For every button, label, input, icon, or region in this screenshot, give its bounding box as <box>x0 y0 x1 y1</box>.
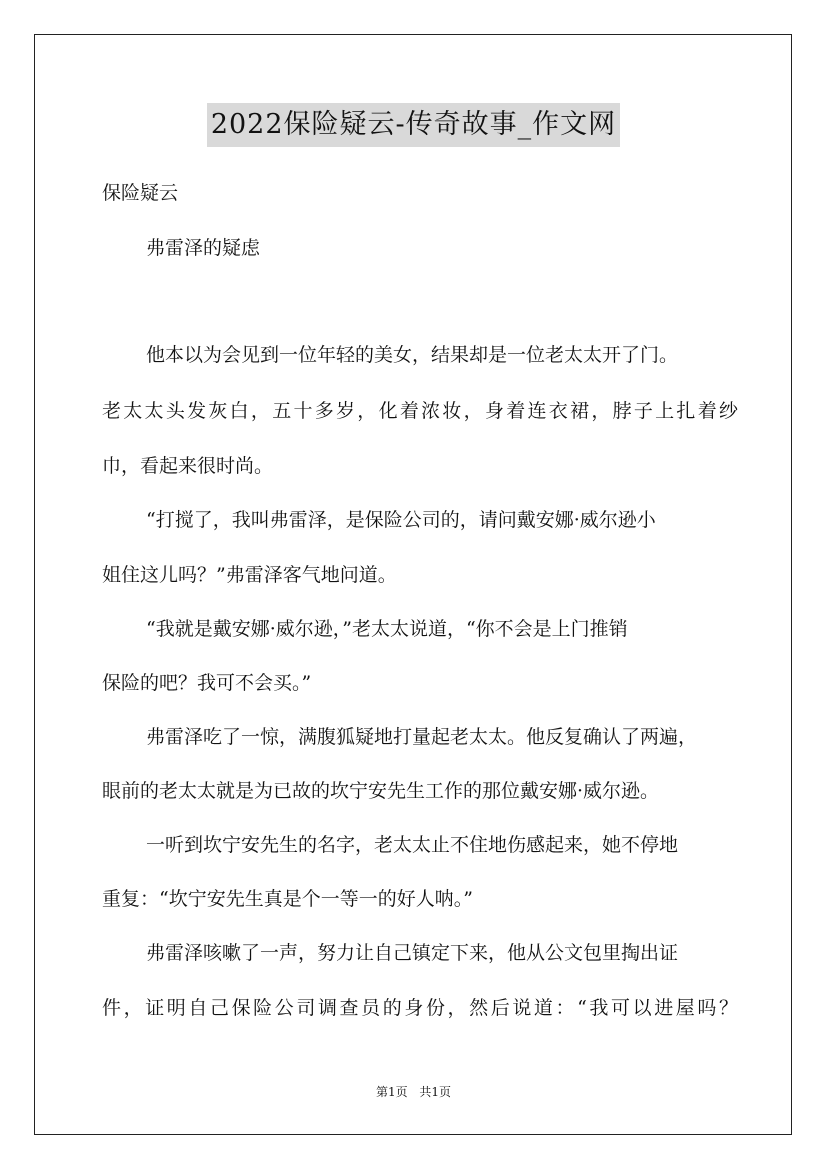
title-container <box>0 103 827 147</box>
paragraph-line: 姐住这儿吗？”弗雷泽客气地问道。 <box>102 564 397 586</box>
paragraph-line: 重复：“坎宁安先生真是个一等一的好人呐。” <box>102 888 473 910</box>
document-title: 2022保险疑云-传奇故事_作文网 <box>207 103 620 147</box>
paragraph-line: “我就是戴安娜·威尔逊，”老太太说道，“你不会是上门推销 <box>146 618 628 640</box>
page-number: 第1页 <box>375 1085 408 1099</box>
paragraph-line: “打搅了，我叫弗雷泽，是保险公司的，请问戴安娜·威尔逊小 <box>146 509 656 531</box>
paragraph-line: 巾，看起来很时尚。 <box>102 455 274 477</box>
paragraph-line: 保险的吧？我可不会买。” <box>102 672 312 694</box>
paragraph-line: 弗雷泽咳嗽了一声，努力让自己镇定下来，他从公文包里掏出证 <box>146 942 679 964</box>
paragraph-line: 老太太头发灰白，五十多岁，化着浓妆，身着连衣裙，脖子上扎着纱 <box>102 400 738 422</box>
paragraph-line: 弗雷泽吃了一惊，满腹狐疑地打量起老太太。他反复确认了两遍， <box>146 726 698 748</box>
paragraph-line: 他本以为会见到一位年轻的美女，结果却是一位老太太开了门。 <box>146 344 679 366</box>
page-total: 共1页 <box>419 1085 452 1099</box>
section-subheading: 弗雷泽的疑虑 <box>146 237 261 259</box>
paragraph-line: 件，证明自己保险公司调查员的身份，然后说道：“我可以进屋吗？ <box>102 997 738 1019</box>
paragraph-line: 一听到坎宁安先生的名字，老太太止不住地伤感起来，她不停地 <box>146 834 679 856</box>
section-heading: 保险疑云 <box>102 182 179 204</box>
page-footer <box>0 1084 827 1100</box>
paragraph-line: 眼前的老太太就是为已故的坎宁安先生工作的那位戴安娜·威尔逊。 <box>102 780 660 802</box>
